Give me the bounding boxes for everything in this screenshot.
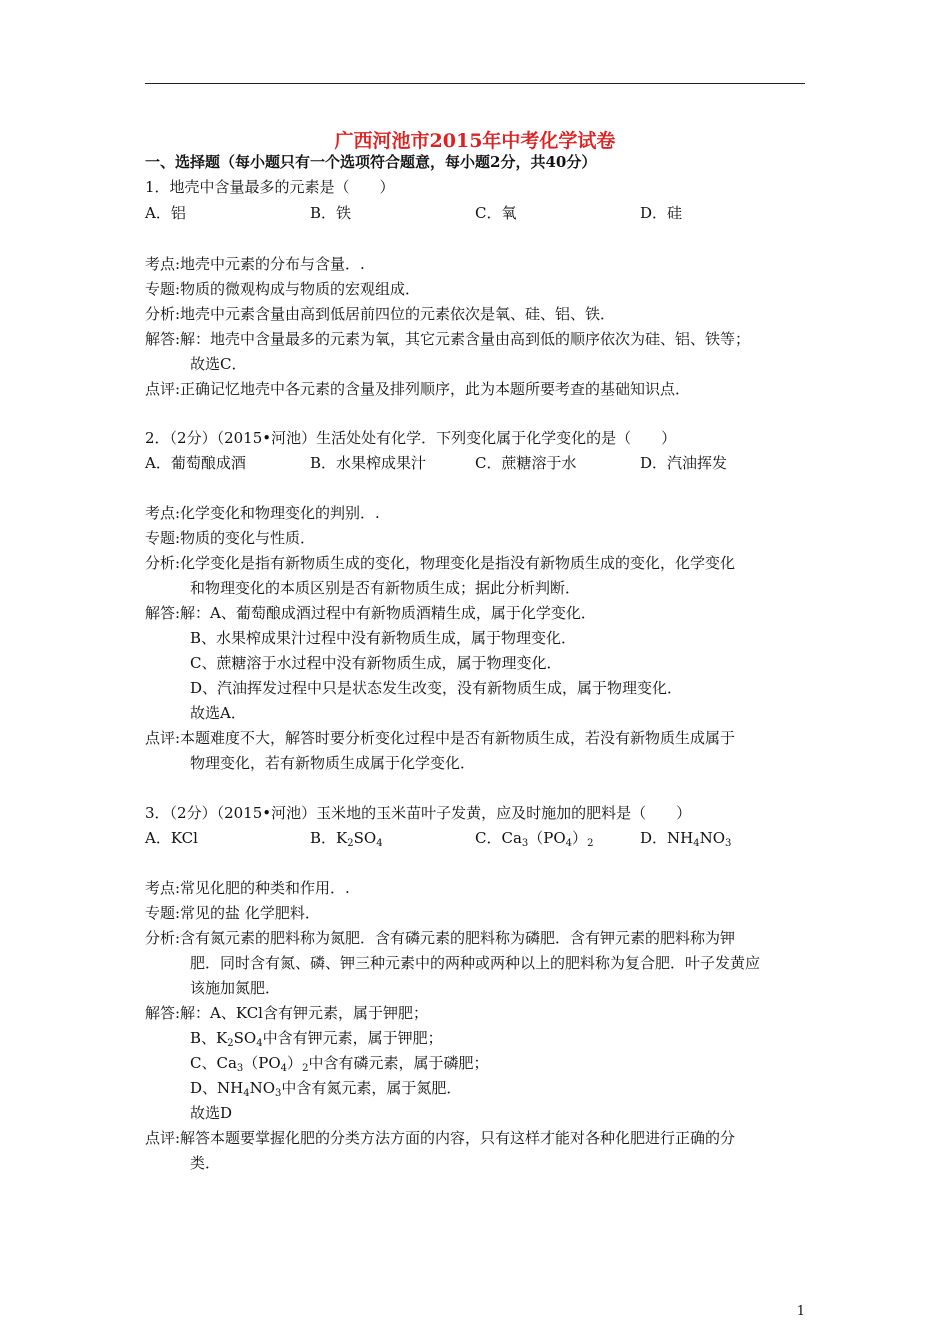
q1-option-a: A．铝: [145, 204, 186, 222]
q3-fenxi-cont2: 该施加氮肥．: [190, 979, 281, 997]
q2-jieda-answer: 故选A．: [190, 704, 246, 722]
header-rule: [145, 83, 805, 84]
q1-jieda-answer: 故选C．: [190, 355, 247, 373]
q2-kaodian: 考点:化学变化和物理变化的判别．.: [145, 504, 380, 522]
q3-fenxi: 分析:含有氮元素的肥料称为氮肥．含有磷元素的肥料称为磷肥．含有钾元素的肥料称为钾: [145, 929, 736, 947]
q3-dianping-cont: 类．: [190, 1154, 221, 1172]
q1-dianping: 点评:正确记忆地壳中各元素的含量及排列顺序，此为本题所要考查的基础知识点．: [145, 380, 691, 398]
q1-stem: 1．地壳中含量最多的元素是（ ）: [145, 178, 395, 196]
q1-fenxi: 分析:地壳中元素含量由高到低居前四位的元素依次是氧、硅、铝、铁．: [145, 305, 616, 323]
page-number: 1: [796, 1304, 805, 1319]
q2-option-c: C．蔗糖溶于水: [475, 454, 577, 472]
q3-dianping: 点评:解答本题要掌握化肥的分类方法方面的内容，只有这样才能对各种化肥进行正确的分: [145, 1129, 736, 1147]
q2-option-d: D．汽油挥发: [640, 454, 728, 472]
q3-option-a: A．KCl: [145, 829, 198, 847]
q2-jieda-d: D、汽油挥发过程中只是状态发生改变，没有新物质生成，属于物理变化．: [190, 679, 683, 697]
q2-fenxi-cont: 和物理变化的本质区别是否有新物质生成；据此分析判断．: [190, 579, 581, 597]
q2-fenxi: 分析:化学变化是指有新物质生成的变化，物理变化是指没有新物质生成的变化，化学变化: [145, 554, 736, 572]
q3-kaodian: 考点:常见化肥的种类和作用．.: [145, 879, 350, 897]
q2-jieda-c: C、蔗糖溶于水过程中没有新物质生成，属于物理变化．: [190, 654, 562, 672]
q1-option-b: B．铁: [310, 204, 352, 222]
q3-zhuanti: 专题:常见的盐 化学肥料．: [145, 904, 320, 922]
q2-option-a: A．葡萄酿成酒: [145, 454, 246, 472]
q2-dianping: 点评:本题难度不大，解答时要分析变化过程中是否有新物质生成，若没有新物质生成属于: [145, 729, 736, 747]
q2-stem: 2．（2分）（2015•河池）生活处处有化学．下列变化属于化学变化的是（ ）: [145, 429, 677, 447]
exam-title: 广西河池市2015年中考化学试卷: [334, 130, 616, 152]
q2-option-b: B．水果榨成果汁: [310, 454, 427, 472]
q3-fenxi-cont: 肥．同时含有氮、磷、钾三种元素中的两种或两种以上的肥料称为复合肥．叶子发黄应: [190, 954, 761, 972]
q3-option-c: C．$Ca_3(PO_4)_2$: [475, 829, 594, 849]
q1-option-c: C．氧: [475, 204, 517, 222]
q1-kaodian: 考点:地壳中元素的分布与含量．.: [145, 255, 365, 273]
section-heading: 一、选择题（每小题只有一个选项符合题意，每小题2分，共40分）: [145, 153, 597, 171]
q3-jieda-b: B、$K_2SO_4$中含有钾元素，属于钾肥；: [190, 1029, 443, 1049]
q3-jieda-d: D、$NH_4NO_3$中含有氮元素，属于氮肥．: [190, 1079, 462, 1099]
q1-option-d: D．硅: [640, 204, 683, 222]
q2-zhuanti: 专题:物质的变化与性质．: [145, 529, 316, 547]
q3-option-d: D．$NH_4NO_3$: [640, 829, 732, 849]
q3-jieda-answer: 故选D: [190, 1104, 233, 1122]
q2-dianping-cont: 物理变化，若有新物质生成属于化学变化．: [190, 754, 476, 772]
q2-jieda-b: B、水果榨成果汁过程中没有新物质生成，属于物理变化．: [190, 629, 577, 647]
q3-option-b: B．$K_2SO_4$: [310, 829, 383, 849]
q1-jieda: 解答:解：地壳中含量最多的元素为氧，其它元素含量由高到低的顺序依次为硅、铝、铁等；: [145, 330, 751, 348]
q3-jieda: 解答:解：A、KCl含有钾元素，属于钾肥；: [145, 1004, 428, 1022]
q1-zhuanti: 专题:物质的微观构成与物质的宏观组成．: [145, 280, 421, 298]
q3-stem: 3．（2分）（2015•河池）玉米地的玉米苗叶子发黄，应及时施加的肥料是（ ）: [145, 804, 692, 822]
q3-jieda-c: C、$Ca_3(PO_4)_2$中含有磷元素，属于磷肥；: [190, 1054, 489, 1074]
q2-jieda: 解答:解：A、葡萄酿成酒过程中有新物质酒精生成，属于化学变化．: [145, 604, 596, 622]
